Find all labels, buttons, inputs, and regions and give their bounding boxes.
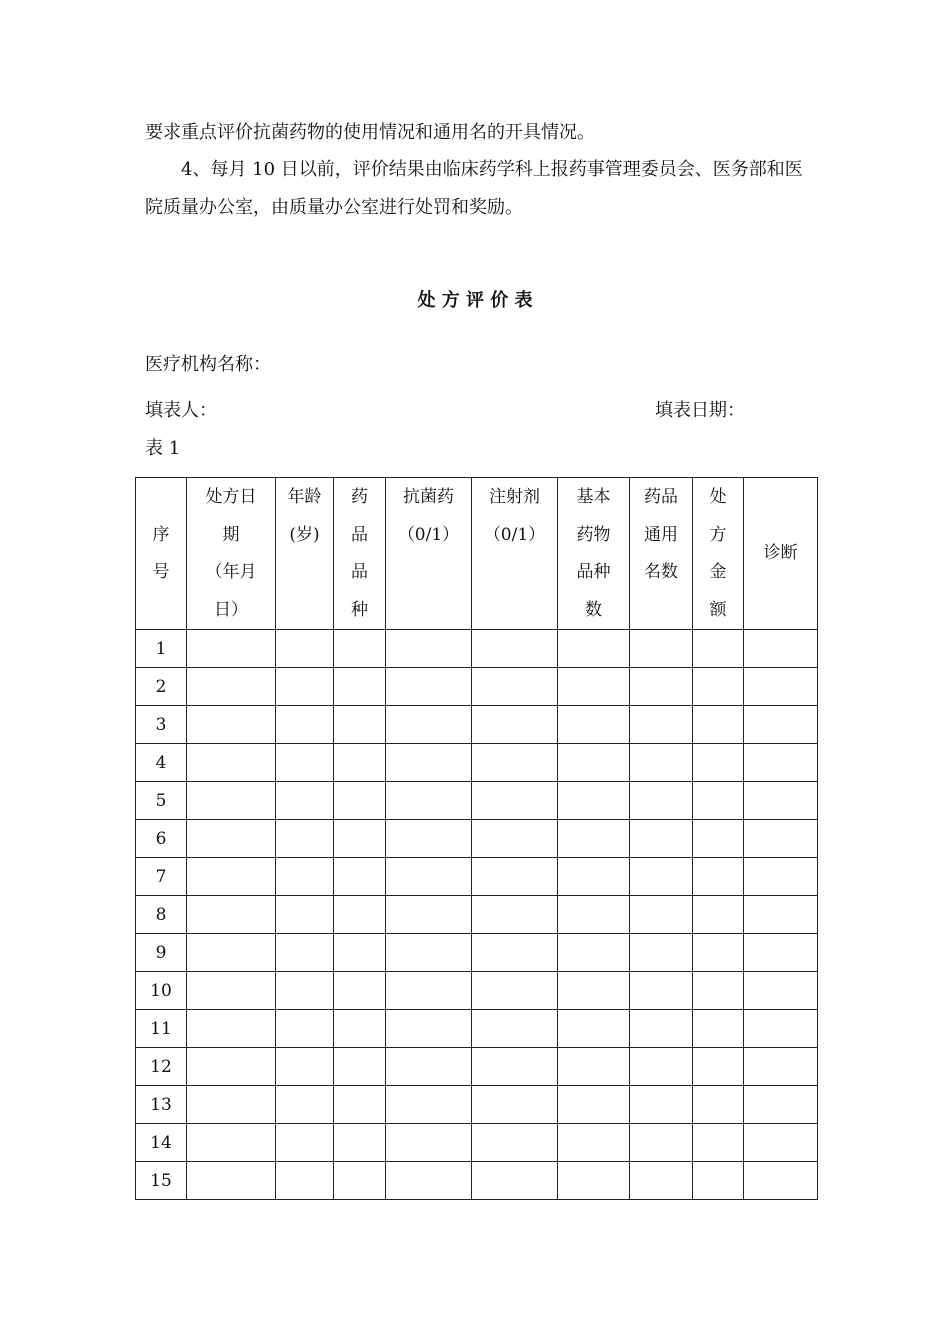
table-cell[interactable] [334, 934, 386, 972]
table-row [136, 1162, 818, 1200]
table-cell[interactable] [472, 668, 558, 706]
table-cell[interactable] [744, 630, 818, 668]
table-cell[interactable] [334, 706, 386, 744]
column-header-line: 诊断 [763, 543, 798, 564]
table-cell[interactable] [386, 934, 472, 972]
table-cell[interactable] [334, 820, 386, 858]
table-cell[interactable] [558, 820, 630, 858]
column-header-line: 金 [709, 562, 727, 582]
table-row [136, 972, 818, 1010]
column-header-line: 名数 [644, 562, 678, 582]
table-cell[interactable] [693, 668, 744, 706]
table-cell[interactable] [187, 1162, 276, 1200]
table-cell[interactable] [472, 896, 558, 934]
table-cell[interactable] [472, 858, 558, 896]
table-cell[interactable] [276, 858, 334, 896]
table-cell[interactable] [630, 1124, 693, 1162]
column-header-line: 品种 [576, 562, 611, 582]
table-cell[interactable] [744, 668, 818, 706]
row-number: 5 [136, 782, 187, 820]
fill-date-label: 填表日期： [655, 400, 745, 421]
column-header-line: 药品 [644, 487, 678, 507]
table-row [136, 630, 818, 668]
column-header-5 [386, 478, 472, 630]
prescription-evaluation-table [135, 477, 818, 1200]
table-cell[interactable] [630, 1086, 693, 1124]
table-cell[interactable] [276, 668, 334, 706]
table-cell[interactable] [276, 934, 334, 972]
table-cell[interactable] [334, 782, 386, 820]
row-number: 7 [136, 858, 187, 896]
table-cell[interactable] [386, 782, 472, 820]
column-header-10 [744, 478, 818, 630]
table-row [136, 1010, 818, 1048]
table-cell[interactable] [386, 744, 472, 782]
column-header-line: 抗菌药 [403, 487, 454, 507]
table-cell[interactable] [558, 744, 630, 782]
table-cell[interactable] [276, 630, 334, 668]
table-cell[interactable] [630, 630, 693, 668]
row-number: 2 [136, 668, 187, 706]
table-cell[interactable] [386, 972, 472, 1010]
column-header-8 [630, 478, 693, 630]
table-cell[interactable] [558, 1162, 630, 1200]
table-cell[interactable] [472, 1124, 558, 1162]
table-cell[interactable] [386, 1048, 472, 1086]
column-header-7 [558, 478, 630, 630]
table-cell[interactable] [187, 1086, 276, 1124]
column-header-9 [693, 478, 744, 630]
table-cell[interactable] [187, 1010, 276, 1048]
table-cell[interactable] [386, 820, 472, 858]
table-cell[interactable] [630, 896, 693, 934]
table-cell[interactable] [386, 1124, 472, 1162]
column-header-line: 药 [351, 487, 368, 507]
table-cell[interactable] [558, 1124, 630, 1162]
table-cell[interactable] [472, 1086, 558, 1124]
table-cell[interactable] [630, 972, 693, 1010]
table-row [136, 668, 818, 706]
column-header-line: 额 [709, 599, 727, 620]
column-header-line: 处方日 [205, 487, 257, 507]
table-cell[interactable] [187, 668, 276, 706]
table-cell[interactable] [334, 668, 386, 706]
row-number: 11 [136, 1010, 187, 1048]
column-header-line: 基本 [576, 487, 611, 507]
table-cell[interactable] [630, 1048, 693, 1086]
column-header-line: 药物 [576, 524, 611, 545]
table-cell[interactable] [276, 896, 334, 934]
table-cell[interactable] [744, 858, 818, 896]
column-header-line: 数 [585, 599, 602, 620]
table-row [136, 934, 818, 972]
table-cell[interactable] [276, 1162, 334, 1200]
table-cell[interactable] [334, 972, 386, 1010]
table-cell[interactable] [630, 744, 693, 782]
table-cell[interactable] [472, 972, 558, 1010]
table-cell[interactable] [630, 858, 693, 896]
table-cell[interactable] [386, 630, 472, 668]
column-header-line: 方 [709, 524, 727, 545]
table-cell[interactable] [744, 744, 818, 782]
table-cell[interactable] [276, 820, 334, 858]
table-cell[interactable] [693, 782, 744, 820]
table-cell[interactable] [334, 630, 386, 668]
table-cell[interactable] [276, 1048, 334, 1086]
column-header-line: 品 [351, 524, 368, 545]
table-cell[interactable] [558, 668, 630, 706]
table-row [136, 896, 818, 934]
table-cell[interactable] [630, 820, 693, 858]
row-number: 14 [136, 1124, 187, 1162]
table-cell[interactable] [744, 1048, 818, 1086]
table-cell[interactable] [693, 1048, 744, 1086]
table-header-row [136, 478, 818, 630]
table-cell[interactable] [558, 934, 630, 972]
table-cell[interactable] [334, 896, 386, 934]
table-cell[interactable] [334, 858, 386, 896]
column-header-4 [334, 478, 386, 630]
table-cell[interactable] [276, 1086, 334, 1124]
row-number: 6 [136, 820, 187, 858]
table-cell[interactable] [693, 1124, 744, 1162]
table-cell[interactable] [693, 1010, 744, 1048]
table-cell[interactable] [630, 934, 693, 972]
table-cell[interactable] [693, 1086, 744, 1124]
table-row [136, 1048, 818, 1086]
column-header-line: 日） [214, 599, 248, 620]
table-cell[interactable] [334, 1010, 386, 1048]
column-header-1 [136, 478, 187, 630]
table-cell[interactable] [630, 668, 693, 706]
table-cell[interactable] [472, 1162, 558, 1200]
row-number: 3 [136, 706, 187, 744]
table-cell[interactable] [187, 630, 276, 668]
table-cell[interactable] [386, 858, 472, 896]
table-cell[interactable] [276, 1124, 334, 1162]
row-number: 13 [136, 1086, 187, 1124]
table-cell[interactable] [744, 1124, 818, 1162]
table-cell[interactable] [386, 1010, 472, 1048]
table-cell[interactable] [693, 934, 744, 972]
table-cell[interactable] [693, 706, 744, 744]
column-header-line: 处 [709, 487, 727, 507]
table-cell[interactable] [744, 706, 818, 744]
table-cell[interactable] [334, 1048, 386, 1086]
table-cell[interactable] [472, 1010, 558, 1048]
table-cell[interactable] [276, 744, 334, 782]
table-cell[interactable] [334, 1086, 386, 1124]
table-cell[interactable] [744, 1086, 818, 1124]
table-cell[interactable] [558, 1086, 630, 1124]
table-cell[interactable] [187, 744, 276, 782]
table-cell[interactable] [744, 896, 818, 934]
table-cell[interactable] [630, 782, 693, 820]
table-cell[interactable] [693, 630, 744, 668]
table-cell[interactable] [386, 1162, 472, 1200]
table-cell[interactable] [744, 1010, 818, 1048]
column-header-line: 通用 [644, 524, 678, 545]
row-number: 1 [136, 630, 187, 668]
table-cell[interactable] [744, 820, 818, 858]
table-cell[interactable] [558, 1048, 630, 1086]
table-cell[interactable] [187, 896, 276, 934]
table-cell[interactable] [472, 934, 558, 972]
table-cell[interactable] [630, 706, 693, 744]
table-cell[interactable] [187, 972, 276, 1010]
table-cell[interactable] [386, 1086, 472, 1124]
table-cell[interactable] [472, 630, 558, 668]
table-cell[interactable] [744, 972, 818, 1010]
table-cell[interactable] [693, 1162, 744, 1200]
table-cell[interactable] [187, 934, 276, 972]
table-cell[interactable] [472, 706, 558, 744]
row-number: 4 [136, 744, 187, 782]
column-header-2 [187, 478, 276, 630]
table-cell[interactable] [187, 706, 276, 744]
column-header-line: 注射剂 [489, 487, 540, 507]
table-cell[interactable] [276, 706, 334, 744]
table-cell[interactable] [472, 1048, 558, 1086]
table-row [136, 858, 818, 896]
table-cell[interactable] [693, 820, 744, 858]
column-header-line: 序 [152, 524, 170, 545]
table-cell[interactable] [187, 820, 276, 858]
column-header-line: 年龄 [287, 487, 322, 507]
org-name-label: 医疗机构名称： [145, 354, 271, 375]
table-label: 表 1 [145, 438, 181, 459]
table-cell[interactable] [187, 782, 276, 820]
table-cell[interactable] [472, 782, 558, 820]
table-cell[interactable] [744, 934, 818, 972]
table-cell[interactable] [558, 858, 630, 896]
table-cell[interactable] [630, 1010, 693, 1048]
table-cell[interactable] [276, 782, 334, 820]
paragraph-2: 4、每月 10 日以前，评价结果由临床药学科上报药事管理委员会、医务部和医院质量办公室，由质量办公室进行处罚和奖励。 [145, 159, 803, 218]
table-row [136, 820, 818, 858]
column-header-6 [472, 478, 558, 630]
table-cell[interactable] [334, 1124, 386, 1162]
column-header-line: 品 [351, 562, 368, 582]
table-cell[interactable] [276, 1010, 334, 1048]
row-number: 15 [136, 1162, 187, 1200]
table-cell[interactable] [693, 744, 744, 782]
row-number: 9 [136, 934, 187, 972]
table-cell[interactable] [558, 706, 630, 744]
column-header-line: 期 [222, 524, 240, 545]
table-cell[interactable] [558, 630, 630, 668]
table-cell[interactable] [187, 1048, 276, 1086]
table-cell[interactable] [187, 1124, 276, 1162]
table-cell[interactable] [693, 896, 744, 934]
column-header-3 [276, 478, 334, 630]
row-number: 8 [136, 896, 187, 934]
table-cell[interactable] [334, 744, 386, 782]
table-cell[interactable] [744, 782, 818, 820]
column-header-line: （0/1） [483, 524, 546, 545]
table-row [136, 744, 818, 782]
table-cell[interactable] [558, 972, 630, 1010]
table-cell[interactable] [630, 1162, 693, 1200]
table-cell[interactable] [386, 896, 472, 934]
form-title: 处 方 评 价 表 [417, 290, 533, 311]
row-number: 10 [136, 972, 187, 1010]
table-cell[interactable] [334, 1162, 386, 1200]
table-cell[interactable] [386, 668, 472, 706]
column-header-line: (岁) [289, 524, 320, 545]
column-header-line: 种 [351, 599, 368, 620]
row-number: 12 [136, 1048, 187, 1086]
paragraph-1: 要求重点评价抗菌药物的使用情况和通用名的开具情况。 [145, 122, 595, 143]
filler-label: 填表人： [145, 400, 217, 421]
table-cell[interactable] [472, 820, 558, 858]
table-cell[interactable] [187, 858, 276, 896]
table-row [136, 782, 818, 820]
column-header-line: 号 [152, 562, 170, 582]
table-cell[interactable] [693, 858, 744, 896]
table-cell[interactable] [744, 1162, 818, 1200]
column-header-line: （0/1） [397, 524, 460, 545]
table-cell[interactable] [276, 972, 334, 1010]
table-row [136, 1124, 818, 1162]
table-row [136, 1086, 818, 1124]
table-cell[interactable] [693, 972, 744, 1010]
column-header-line: （年月 [205, 562, 257, 582]
table-cell[interactable] [472, 744, 558, 782]
table-cell[interactable] [386, 706, 472, 744]
table-row [136, 706, 818, 744]
table-cell[interactable] [558, 782, 630, 820]
table-cell[interactable] [558, 1010, 630, 1048]
table-cell[interactable] [558, 896, 630, 934]
